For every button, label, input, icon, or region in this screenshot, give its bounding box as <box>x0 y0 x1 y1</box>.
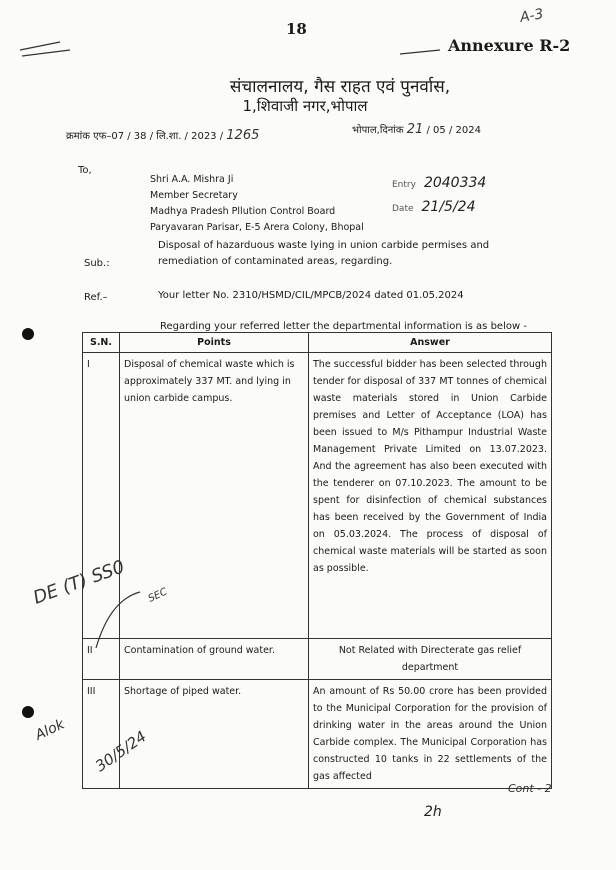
subject-line: remediation of contaminated areas, regarding. <box>158 256 393 267</box>
row-point: Disposal of chemical waste which is approximately 337 MT. and lying in union carbide campus. <box>120 353 309 639</box>
date-handwritten: 21 <box>406 122 424 137</box>
margin-note-4: 30/5/24 <box>91 727 150 776</box>
intro-text: Regarding your referred letter the departmental information is as below - <box>160 321 527 332</box>
row-point: Shortage of piped water. <box>120 680 309 789</box>
margin-note-1: DE (T) SS0 <box>30 556 128 609</box>
header-answer: Answer <box>309 333 552 353</box>
margin-note-2: SEC <box>146 586 170 605</box>
row-sn: II <box>83 639 120 680</box>
addressee-line: Member Secretary <box>150 190 238 201</box>
addressee-line: Madhya Pradesh Pllution Control Board <box>150 206 336 217</box>
office-address: 1,शिवाजी नगर,भोपाल <box>242 97 368 115</box>
stamp-no-value: 2040334 <box>423 175 487 191</box>
stamp-date-value: 21/5/24 <box>421 199 476 215</box>
annexure-label: Annexure R-2 <box>448 36 571 55</box>
continued-note: Cont - 2 <box>508 782 552 795</box>
page-number: 18 <box>286 20 307 38</box>
row-answer: The successful bidder has been selected through tender for disposal of 337 MT tonnes of chemical waste materials stored in Union Carbide premises and Letter of Acceptance (LOA) has been issued to M/s Pithampur Industrial Waste Management Private Limited on 13.07.2023. And the agreement has also been executed with the tenderer on 07.10.2023. The amount to be spent for disinfection of chemical substances has been received by the Government of India on 05.03.2024. The process of disposal of chemical waste materials will be started as soon as possible. <box>309 353 552 639</box>
subject-label: Sub.: <box>84 258 110 269</box>
letter-number-handwritten: 1265 <box>226 128 260 143</box>
stamp-no-label: Entry <box>392 180 416 190</box>
corner-scribble <box>20 42 70 56</box>
handwritten-corner-mark: A-3 <box>518 6 545 26</box>
addressee-line: Paryavaran Parisar, E-5 Arera Colony, Bhopal <box>150 222 364 233</box>
addressee-line: Shri A.A. Mishra Ji <box>150 174 234 185</box>
row-sn: III <box>83 680 120 789</box>
date-rest: / 05 / 2024 <box>426 125 481 136</box>
reference-label: Ref.– <box>84 292 108 303</box>
row-point: Contamination of ground water. <box>120 639 309 680</box>
signature-initials: 2h <box>424 804 442 820</box>
reference-text: Your letter No. 2310/HSMD/CIL/MPCB/2024 dated 01.05.2024 <box>158 290 464 301</box>
header-sn: S.N. <box>83 333 120 353</box>
stamp-date-label: Date <box>392 204 414 214</box>
row-answer: An amount of Rs 50.00 crore has been provided to the Municipal Corporation for the provision of drinking water in the areas around the Union Carbide complex. The Municipal Corporation has constructed 10 tanks in 22 settlements of the gas affected <box>309 680 552 789</box>
top-scribble <box>400 50 440 54</box>
office-name: संचालनालय, गैस राहत एवं पुनर्वास, <box>229 77 451 97</box>
to-label: To, <box>78 165 92 176</box>
letter-number-printed: क्रमांक एफ–07 / 38 / लि.शा. / 2023 / <box>66 131 224 142</box>
place-date-printed: भोपाल,दिनांक <box>352 125 404 136</box>
row-answer: Not Related with Directerate gas relief department <box>309 639 552 680</box>
margin-note-3: Alok <box>32 716 68 744</box>
subject-line: Disposal of hazarduous waste lying in union carbide permises and <box>158 240 490 251</box>
row-sn: I <box>83 353 120 639</box>
margin-curve <box>96 592 140 648</box>
header-points: Points <box>120 333 309 353</box>
